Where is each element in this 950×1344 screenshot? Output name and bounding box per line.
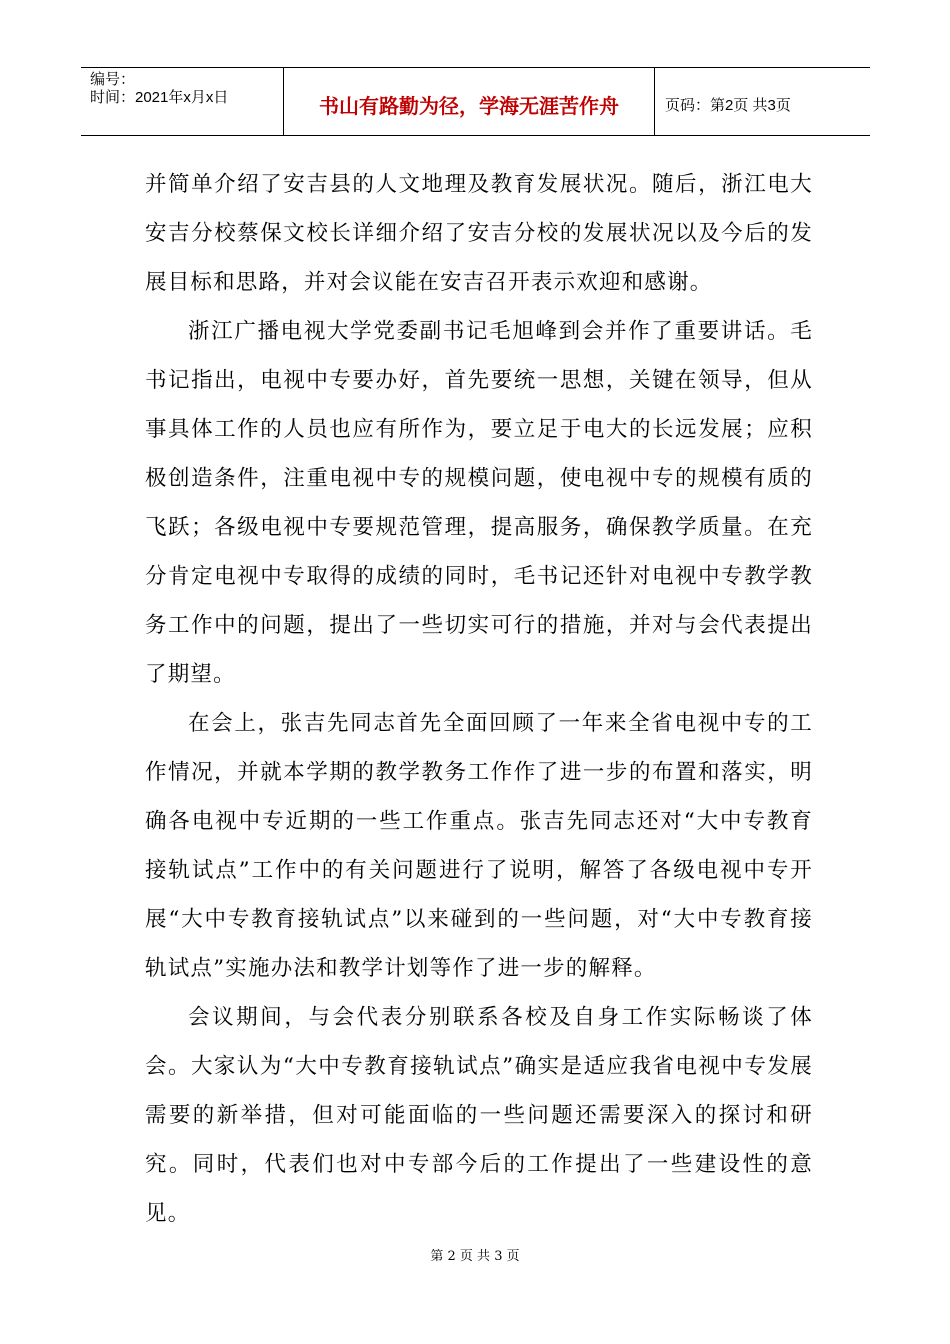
body-paragraph: 在会上，张吉先同志首先全面回顾了一年来全省电视中专的工作情况，并就本学期的教学教务工作作了进一步的布置和落实，明确各电视中专近期的一些工作重点。张吉先同志还对“大中专教育接轨试点”工作中的有关问题进行了说明，解答了各级电视中专开展“大中专教育接轨试点”以来碰到的一些问题，对“大中专教育接轨试点”实施办法和教学计划等作了进一步的解释。 bbox=[145, 711, 813, 981]
document-date-label: 时间：2021年x月x日 bbox=[90, 89, 229, 106]
body-paragraph: 会议期间，与会代表分别联系各校及自身工作实际畅谈了体会。大家认为“大中专教育接轨试点”确实是适应我省电视中专发展需要的新举措，但对可能面临的一些问题还需要深入的探讨和研究。同时，代表们也对中专部今后的工作提出了一些建设性的意见。 bbox=[145, 1005, 813, 1226]
header-meta-cell bbox=[81, 68, 284, 135]
document-number-label: 编号： bbox=[90, 71, 136, 88]
header-motto: 书山有路勤为径，学海无涯苦作舟 bbox=[284, 68, 655, 135]
page-footer: 第 2 页 共 3 页 bbox=[430, 1249, 520, 1264]
body-paragraph: 浙江广播电视大学党委副书记毛旭峰到会并作了重要讲话。毛书记指出，电视中专要办好，首先要统一思想，关键在领导，但从事具体工作的人员也应有所作为，要立足于电大的长远发展；应积极创造条件，注重电视中专的规模问题，使电视中专的规模有质的飞跃；各级电视中专要规范管理，提高服务，确保教学质量。在充分肯定电视中专取得的成绩的同时，毛书记还针对电视中专教学教务工作中的问题，提出了一些切实可行的措施，并对与会代表提出了期望。 bbox=[145, 319, 813, 687]
page-header bbox=[81, 67, 870, 136]
body-paragraph: 并简单介绍了安吉县的人文地理及教育发展状况。随后，浙江电大安吉分校蔡保文校长详细介绍了安吉分校的发展状况以及今后的发展目标和思路，并对会议能在安吉召开表示欢迎和感谢。 bbox=[145, 172, 813, 295]
document-body bbox=[145, 160, 813, 1238]
header-page-info: 页码：第2页 共3页 bbox=[665, 97, 791, 114]
